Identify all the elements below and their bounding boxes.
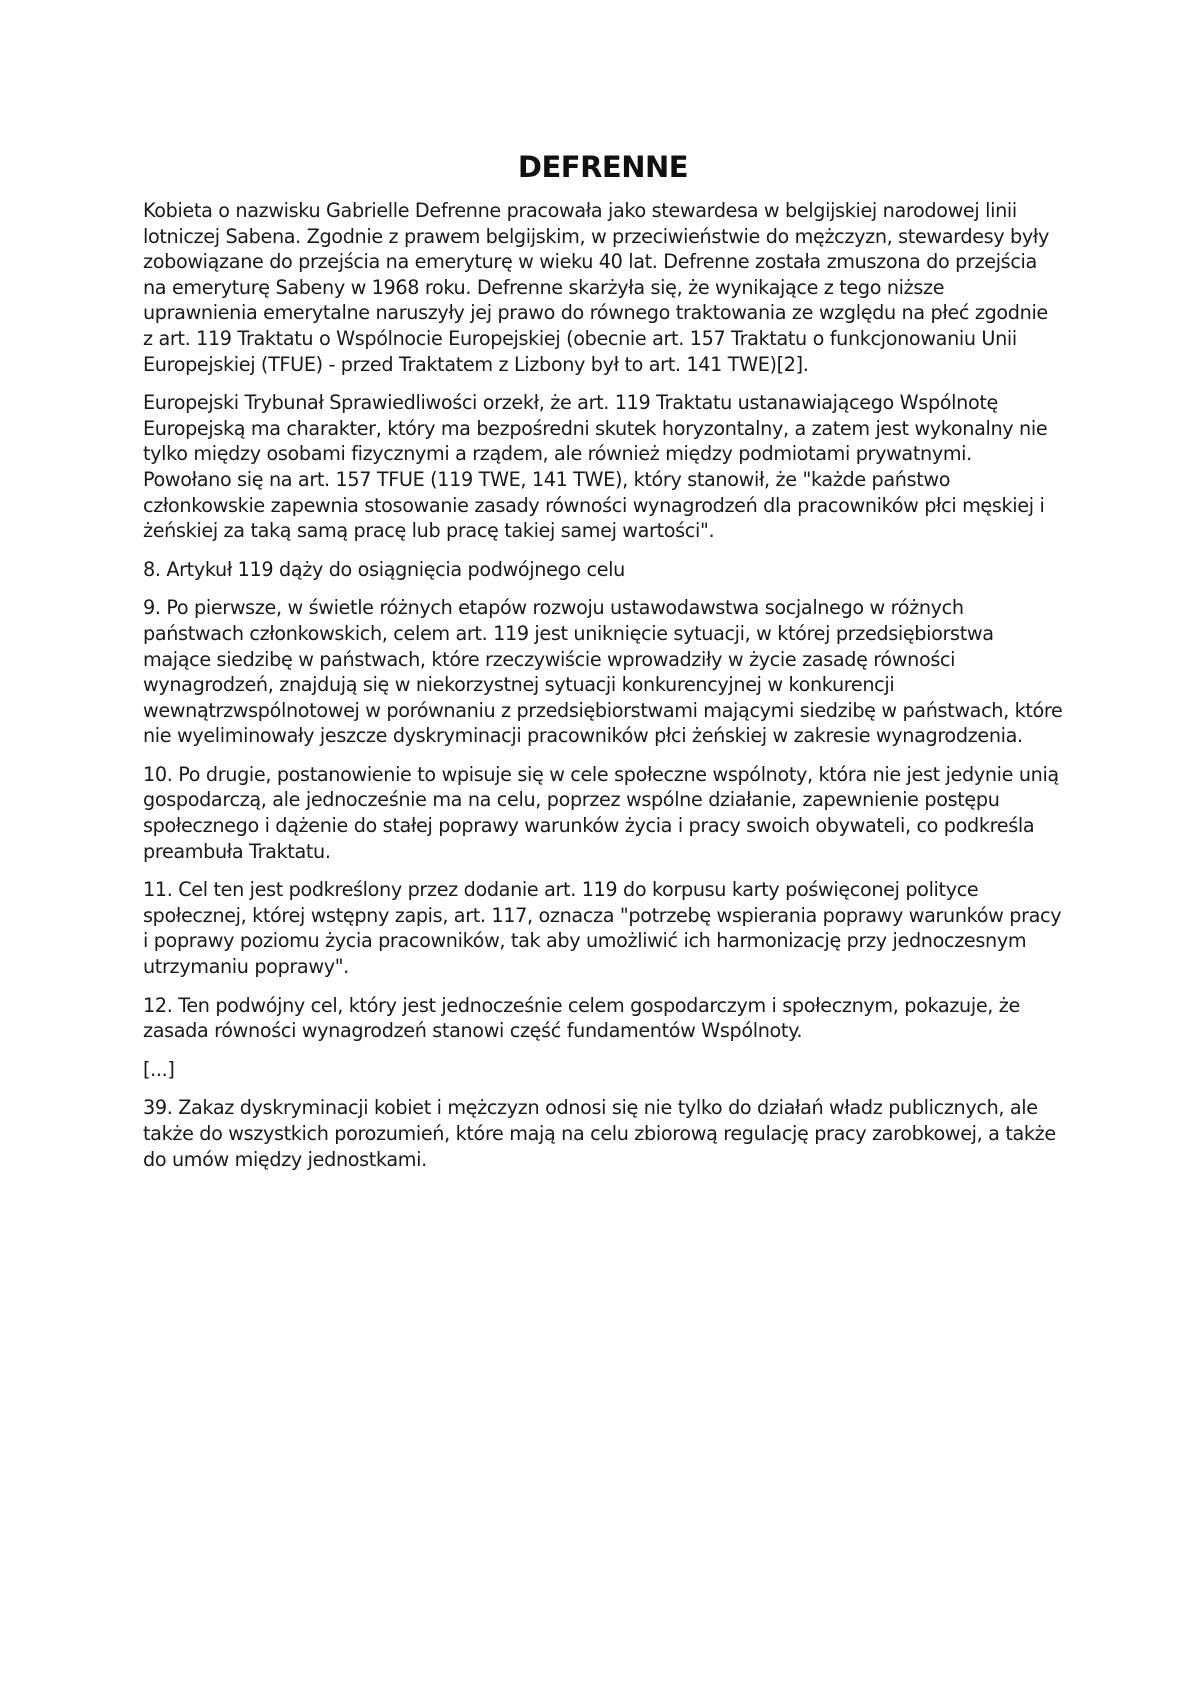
paragraph-ruling: Europejski Trybunał Sprawiedliwości orzekł, że art. 119 Traktatu ustanawiającego Wspólnotę Europejską ma charakter, który ma bezpośredni skutek horyzontalny, a zatem jest wykonalny nie tylko między osobami fizycznymi a rządem, ale również między podmiotami prywatnymi. Powołano się na art. 157 TFUE (119 TWE, 141 TWE), który stanowił, że "każde państwo członkowskie zapewnia stosowanie zasady równości wynagrodzeń dla pracowników płci męskiej i żeńskiej za taką samą pracę lub pracę takiej samej wartości". <box>143 391 1048 543</box>
paragraph-intro: Kobieta o nazwisku Gabrielle Defrenne pracowała jako stewardesa w belgijskiej narodowej linii lotniczej Sabena. Zgodnie z prawem belgijskim, w przeciwieństwie do mężczyzn, stewardesy były zobowiązane do przejścia na emeryturę w wieku 40 lat. Defrenne została zmuszona do przejścia na emeryturę Sabeny w 1968 roku. Defrenne skarżyła się, że wynikające z tego niższe uprawnienia emerytalne naruszyły jej prawo do równego traktowania ze względu na płeć zgodnie z art. 119 Traktatu o Wspólnocie Europejskiej (obecnie art. 157 Traktatu o funkcjonowaniu Unii Europejskiej (TFUE) - przed Traktatem z Lizbony był to art. 141 TWE)[2]. <box>143 199 1049 376</box>
paragraph-9: 9. Po pierwsze, w świetle różnych etapów rozwoju ustawodawstwa socjalnego w różnych państwach członkowskich, celem art. 119 jest uniknięcie sytuacji, w której przedsiębiorstwa mające siedzibę w państwach, które rzeczywiście wprowadziły w życie zasadę równości wynagrodzeń, znajdują się w niekorzystnej sytuacji konkurencyjnej w konkurencji wewnątrzwspólnotowej w porównaniu z przedsiębiorstwami mającymi siedzibę w państwach, które nie wyeliminowały jeszcze dyskryminacji pracowników płci żeńskiej w zakresie wynagrodzenia. <box>143 596 1063 748</box>
document-page <box>143 150 1063 1185</box>
paragraph-11: 11. Cel ten jest podkreślony przez dodanie art. 119 do korpusu karty poświęconej polityce społecznej, której wstępny zapis, art. 117, oznacza "potrzebę wspierania poprawy warunków pracy i poprawy poziomu życia pracowników, tak aby umożliwić ich harmonizację przy jednoczesnym utrzymaniu poprawy". <box>143 878 1062 979</box>
paragraph-8: 8. Artykuł 119 dąży do osiągnięcia podwójnego celu <box>143 557 625 581</box>
paragraph-12: 12. Ten podwójny cel, który jest jednocześnie celem gospodarczym i społecznym, pokazuje, że zasada równości wynagrodzeń stanowi część fundamentów Wspólnoty. <box>143 993 1020 1043</box>
paragraph-10: 10. Po drugie, postanowienie to wpisuje się w cele społeczne wspólnoty, która nie jest jedynie unią gospodarczą, ale jednocześnie ma na celu, poprzez wspólne działanie, zapewnienie postępu społecznego i dążenie do stałej poprawy warunków życia i pracy swoich obywateli, co podkreśla preambuła Traktatu. <box>143 762 1059 863</box>
paragraph-ellipsis: [...] <box>143 1057 175 1081</box>
paragraph-39: 39. Zakaz dyskryminacji kobiet i mężczyzn odnosi się nie tylko do działań władz publicznych, ale także do wszystkich porozumień, które mają na celu zbiorową regulację pracy zarobkowej, a także do umów między jednostkami. <box>143 1096 1056 1171</box>
document-title: DEFRENNE <box>517 150 689 184</box>
